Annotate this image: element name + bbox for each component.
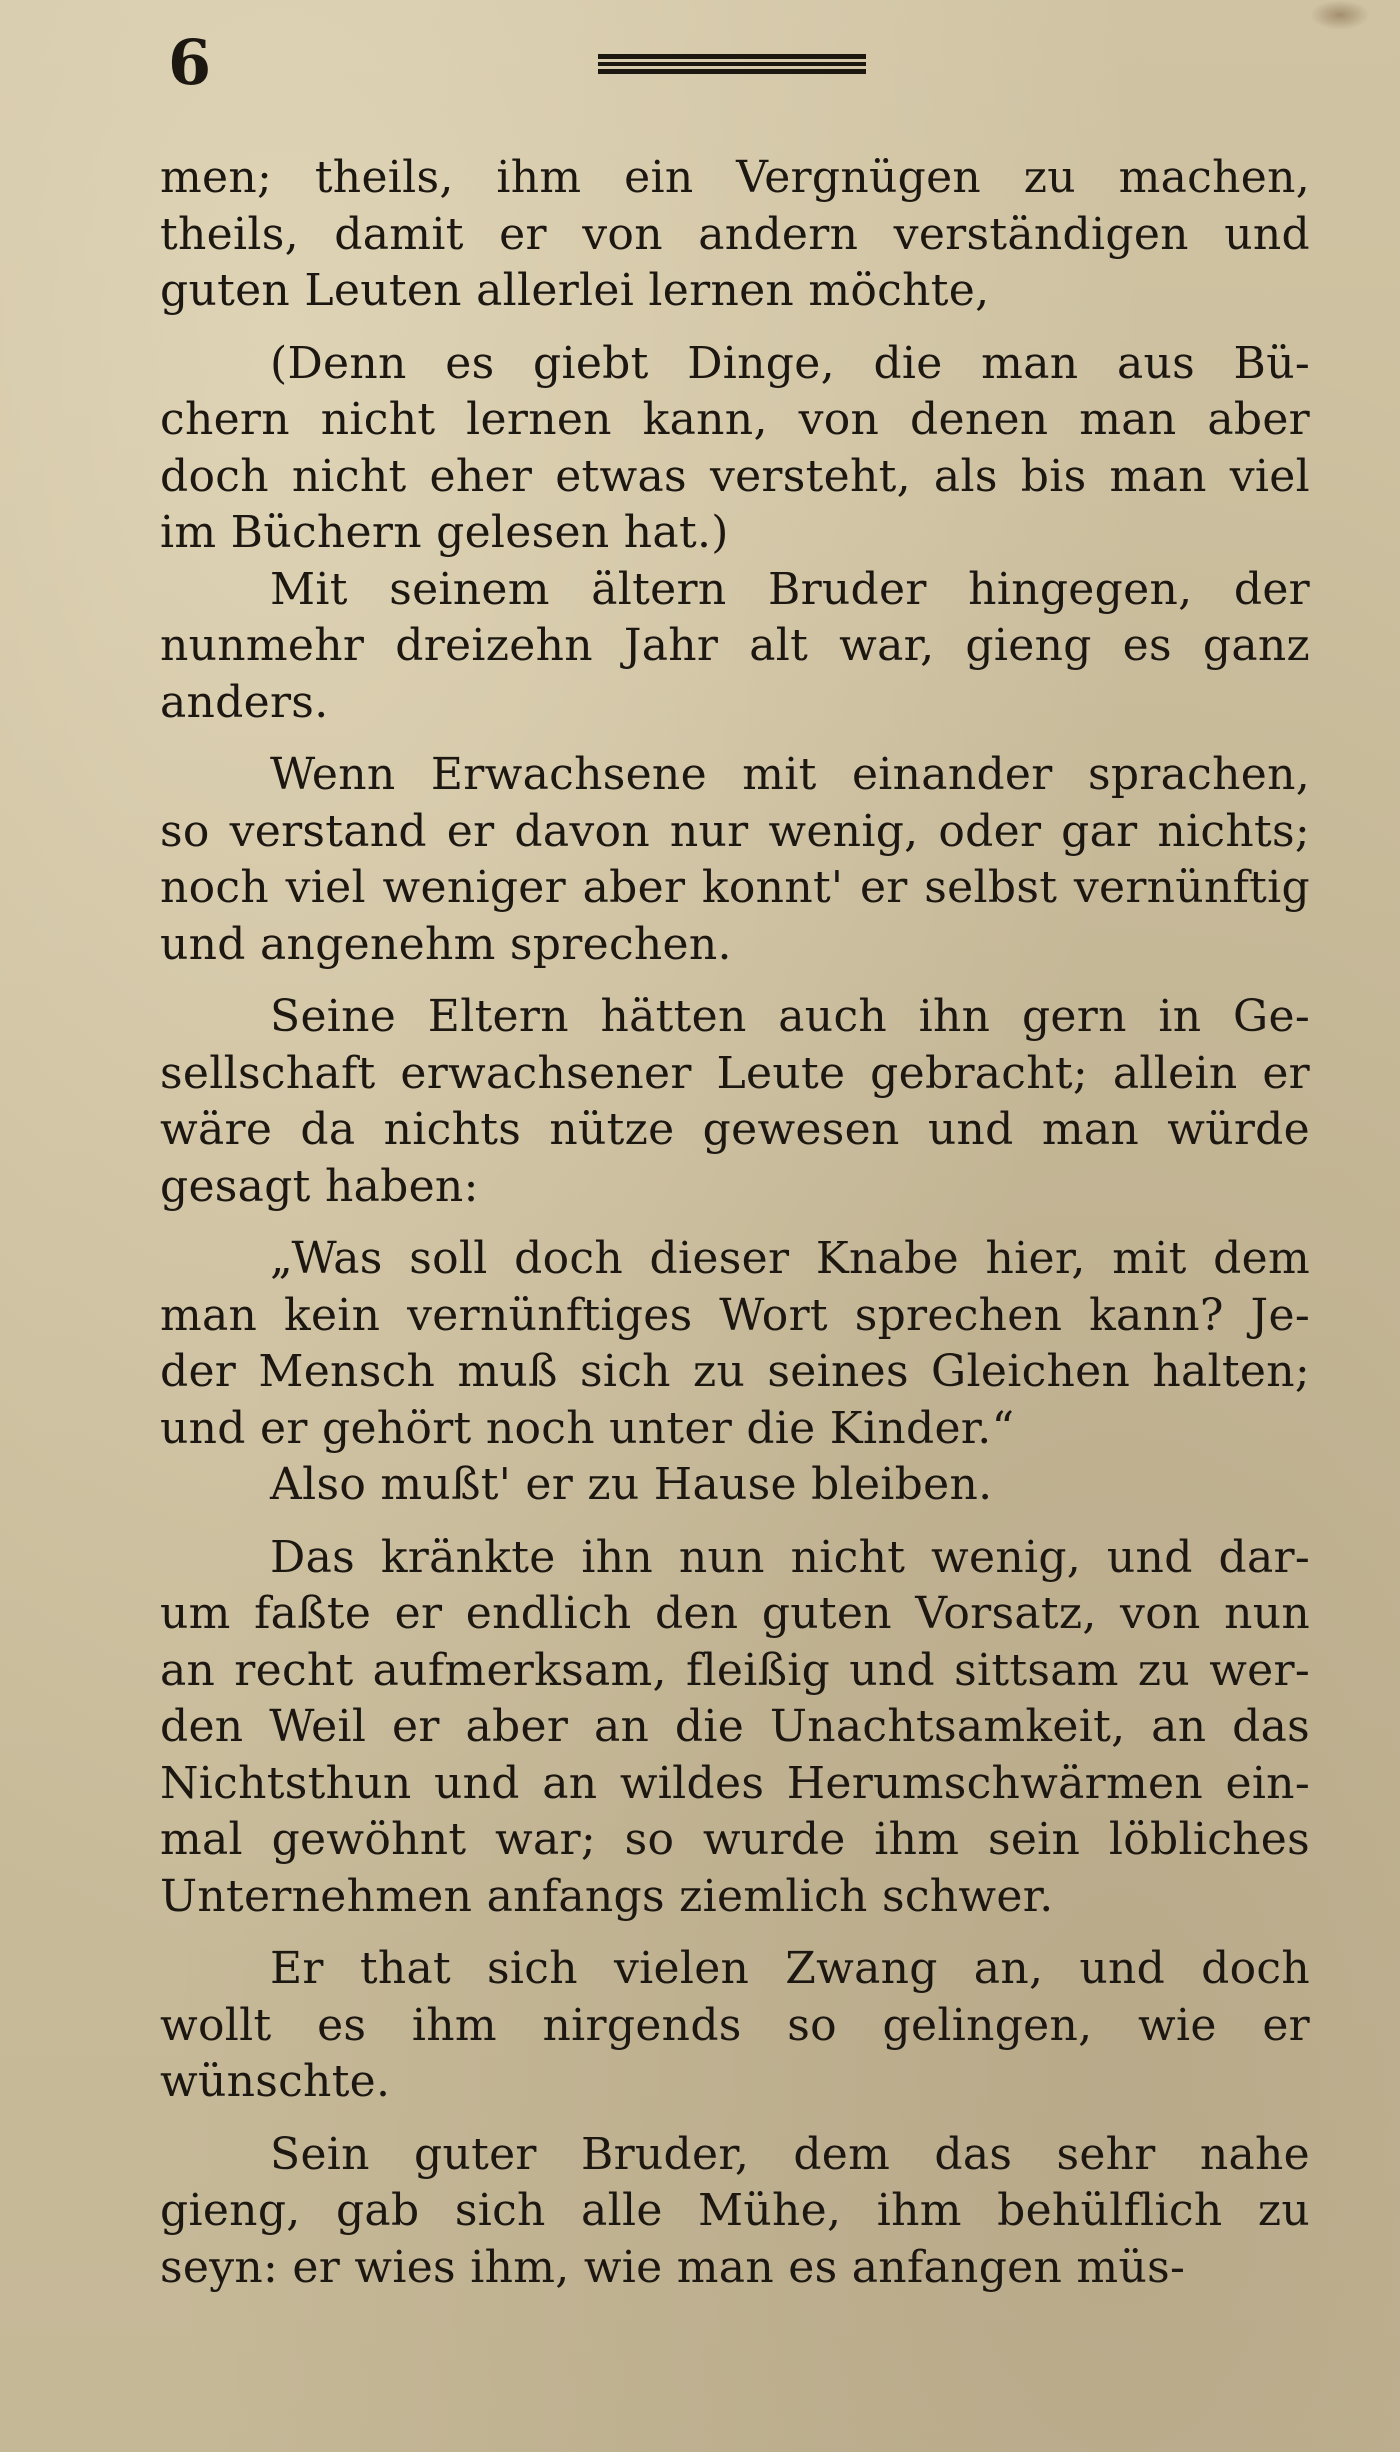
text-line: der Mensch muß sich zu seines Gleichen halten;	[160, 1346, 1310, 1397]
text-line: men; theils, ihm ein Vergnügen zu machen,	[160, 152, 1310, 203]
paragraph	[160, 562, 1310, 732]
text-line: und angenehm sprechen.	[160, 918, 732, 970]
text-line: gieng, gab sich alle Mühe, ihm behülflich zu	[160, 2185, 1310, 2236]
paragraph	[160, 989, 1310, 1215]
text-line: wünschte.	[160, 2056, 391, 2107]
text-line: und er gehört noch unter die Kinder.“	[160, 1402, 1015, 1454]
text-line: Das kränkte ihn nun nicht wenig, und dar-	[270, 1531, 1310, 1583]
text-line: Nichtsthun und an wildes Herumschwärmen ein-	[160, 1757, 1310, 1809]
paragraph	[160, 747, 1310, 973]
header-rule	[598, 54, 866, 74]
paragraph	[160, 2127, 1310, 2297]
text-line: „Was soll doch dieser Knabe hier, mit dem	[270, 1233, 1310, 1284]
text-line: mal gewöhnt war; so wurde ihm sein löbliches	[160, 1814, 1310, 1865]
text-line: doch nicht eher etwas versteht, als bis man viel	[160, 450, 1310, 502]
text-line: Also mußt' er zu Hause bleiben.	[270, 1459, 993, 1510]
text-line: an recht aufmerksam, fleißig und sittsam zu wer-	[160, 1644, 1310, 1696]
paper-stain	[1310, 0, 1370, 30]
text-line: um faßte er endlich den guten Vorsatz, von nun	[160, 1588, 1310, 1639]
text-line: guten Leuten allerlei lernen möchte,	[160, 265, 990, 316]
page-number: 6	[168, 26, 212, 99]
text-line: sellschaft erwachsener Leute gebracht; allein er	[160, 1047, 1310, 1099]
text-line: Wenn Erwachsene mit einander sprachen,	[270, 749, 1310, 800]
text-line: seyn: er wies ihm, wie man es anfangen müs-	[160, 2241, 1186, 2293]
body-text	[160, 150, 1310, 2296]
paragraph-gap	[160, 1514, 1310, 1530]
paragraph	[160, 336, 1310, 562]
paragraph-gap	[160, 973, 1310, 989]
text-line: theils, damit er von andern verständigen und	[160, 208, 1310, 260]
paragraph	[160, 1457, 1310, 1514]
paragraph	[160, 150, 1310, 320]
text-line: so verstand er davon nur wenig, oder gar nichts;	[160, 805, 1310, 857]
paragraph-gap	[160, 2111, 1310, 2127]
text-line: Unternehmen anfangs ziemlich schwer.	[160, 1870, 1054, 1922]
text-line: nunmehr dreizehn Jahr alt war, gieng es ganz	[160, 620, 1310, 671]
text-line: im Büchern gelesen hat.)	[160, 507, 729, 558]
paragraph-gap	[160, 1925, 1310, 1941]
text-line: den Weil er aber an die Unachtsamkeit, an das	[160, 1701, 1310, 1752]
paragraph	[160, 1941, 1310, 2111]
text-line: Seine Eltern hätten auch ihn gern in Ge-	[270, 991, 1310, 1042]
text-line: Sein guter Bruder, dem das sehr nahe	[270, 2128, 1310, 2180]
text-line: chern nicht lernen kann, von denen man aber	[160, 394, 1310, 445]
paragraph-gap	[160, 731, 1310, 747]
paragraph	[160, 1530, 1310, 1926]
text-line: Mit seinem ältern Bruder hingegen, der	[270, 563, 1310, 615]
text-line: man kein vernünftiges Wort sprechen kann? Je-	[160, 1289, 1310, 1341]
paragraph-gap	[160, 1215, 1310, 1231]
text-line: (Denn es giebt Dinge, die man aus Bü-	[270, 337, 1310, 389]
text-line: Er that sich vielen Zwang an, und doch	[270, 1943, 1310, 1994]
text-line: wäre da nichts nütze gewesen und man würde	[160, 1104, 1310, 1155]
text-line: gesagt haben:	[160, 1160, 479, 1212]
text-line: noch viel weniger aber konnt' er selbst vernünftig	[160, 862, 1310, 913]
paragraph-gap	[160, 320, 1310, 336]
text-line: anders.	[160, 676, 329, 728]
paragraph	[160, 1231, 1310, 1457]
text-line: wollt es ihm nirgends so gelingen, wie er	[160, 1999, 1310, 2051]
